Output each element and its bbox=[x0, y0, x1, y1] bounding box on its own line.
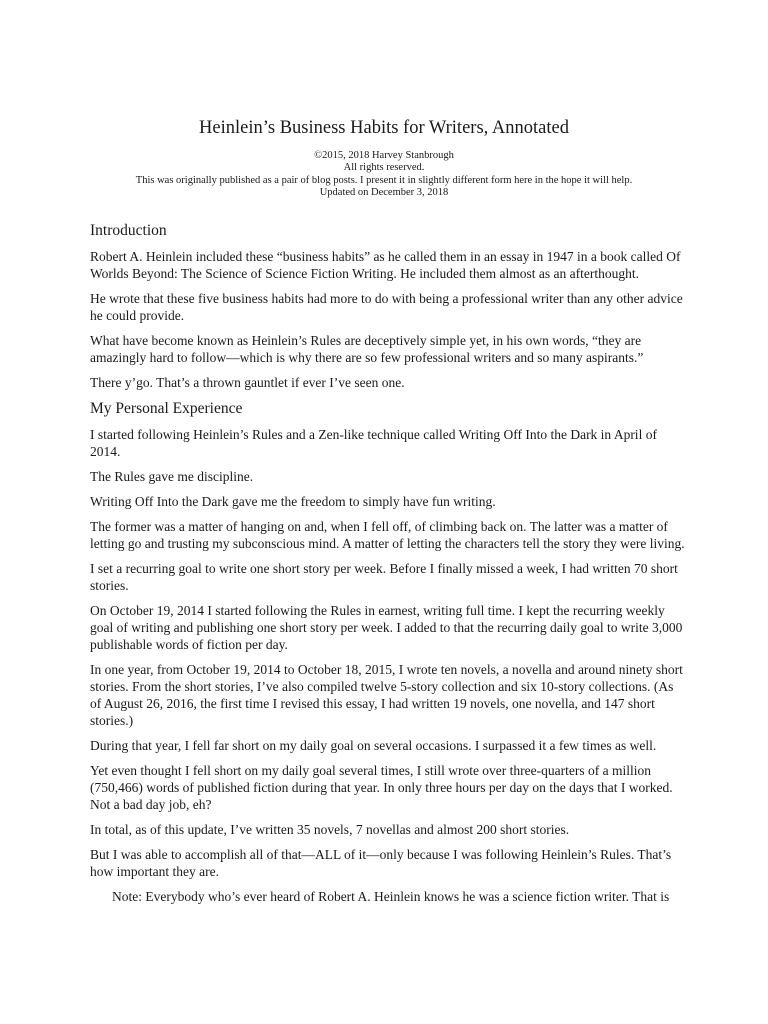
document-title: Heinlein’s Business Habits for Writers, Annotated bbox=[199, 118, 569, 138]
paragraph: On October 19, 2014 I started following the Rules in earnest, writing full time. I kept the recurring weekly goal of writing and publishing one short story per week. I added to that the recurring daily goal to write 3,000 publishable words of fiction per day. bbox=[90, 603, 683, 652]
section-introduction bbox=[90, 221, 686, 391]
publication-note: This was originally published as a pair of blog posts. I present it in slightly different form here in the hope it will help. bbox=[135, 174, 633, 186]
paragraph: I started following Heinlein’s Rules and a Zen-like technique called Writing Off Into the Dark in April of 2014. bbox=[90, 427, 657, 459]
copyright-line: ©2015, 2018 Harvey Stanbrough bbox=[314, 150, 454, 161]
paragraph: In one year, from October 19, 2014 to October 18, 2015, I wrote ten novels, a novella and around ninety short stories. From the short stories, I’ve also compiled twelve 5-story collection and six 10-story collections. (As of August 26, 2016, the first time I revised this essay, I had written 19 novels, one novella, and 147 short stories.) bbox=[90, 662, 683, 728]
document-body bbox=[90, 221, 686, 913]
paragraph: I set a recurring goal to write one short story per week. Before I finally missed a week, I had written 70 short stories. bbox=[90, 561, 678, 593]
paragraph: He wrote that these five business habits had more to do with being a professional writer than any other advice he could provide. bbox=[90, 291, 683, 323]
section-heading: My Personal Experience bbox=[90, 400, 243, 417]
paragraph: The former was a matter of hanging on and, when I fell off, of climbing back on. The latter was a matter of letting go and trusting my subconscious mind. A matter of letting the characters tell the story they were living. bbox=[90, 519, 685, 551]
updated-line: Updated on December 3, 2018 bbox=[319, 186, 449, 198]
paragraph: Yet even thought I fell short on my daily goal several times, I still wrote over three-quarters of a million (750,466) words of published fiction during that year. In only three hours per day on the days that I worked. Not a bad day job, eh? bbox=[90, 763, 673, 812]
paragraph: In total, as of this update, I’ve written 35 novels, 7 novellas and almost 200 short stories. bbox=[90, 822, 570, 837]
note-paragraph: Note: Everybody who’s ever heard of Robert A. Heinlein knows he was a science fiction writer. That is bbox=[112, 889, 670, 904]
section-personal-experience bbox=[90, 399, 686, 905]
paragraph: There y’go. That’s a thrown gauntlet if ever I’ve seen one. bbox=[90, 375, 405, 390]
paragraph: The Rules gave me discipline. bbox=[90, 469, 254, 484]
rights-line: All rights reserved. bbox=[343, 162, 425, 174]
section-heading: Introduction bbox=[90, 222, 167, 239]
document-meta bbox=[0, 150, 768, 199]
paragraph: Robert A. Heinlein included these “business habits” as he called them in an essay in 1947 in a book called Of Worlds Beyond: The Science of Science Fiction Writing. He included them almost as an afterthought. bbox=[90, 249, 681, 281]
paragraph: What have become known as Heinlein’s Rules are deceptively simple yet, in his own words, “they are amazingly hard to follow—which is why there are so few professional writers and so many aspirants.” bbox=[90, 333, 644, 365]
paragraph: But I was able to accomplish all of that—ALL of it—only because I was following Heinlein’s Rules. That’s how important they are. bbox=[90, 847, 672, 879]
paragraph: Writing Off Into the Dark gave me the freedom to simply have fun writing. bbox=[90, 494, 496, 509]
paragraph: During that year, I fell far short on my daily goal on several occasions. I surpassed it a few times as well. bbox=[90, 738, 657, 753]
